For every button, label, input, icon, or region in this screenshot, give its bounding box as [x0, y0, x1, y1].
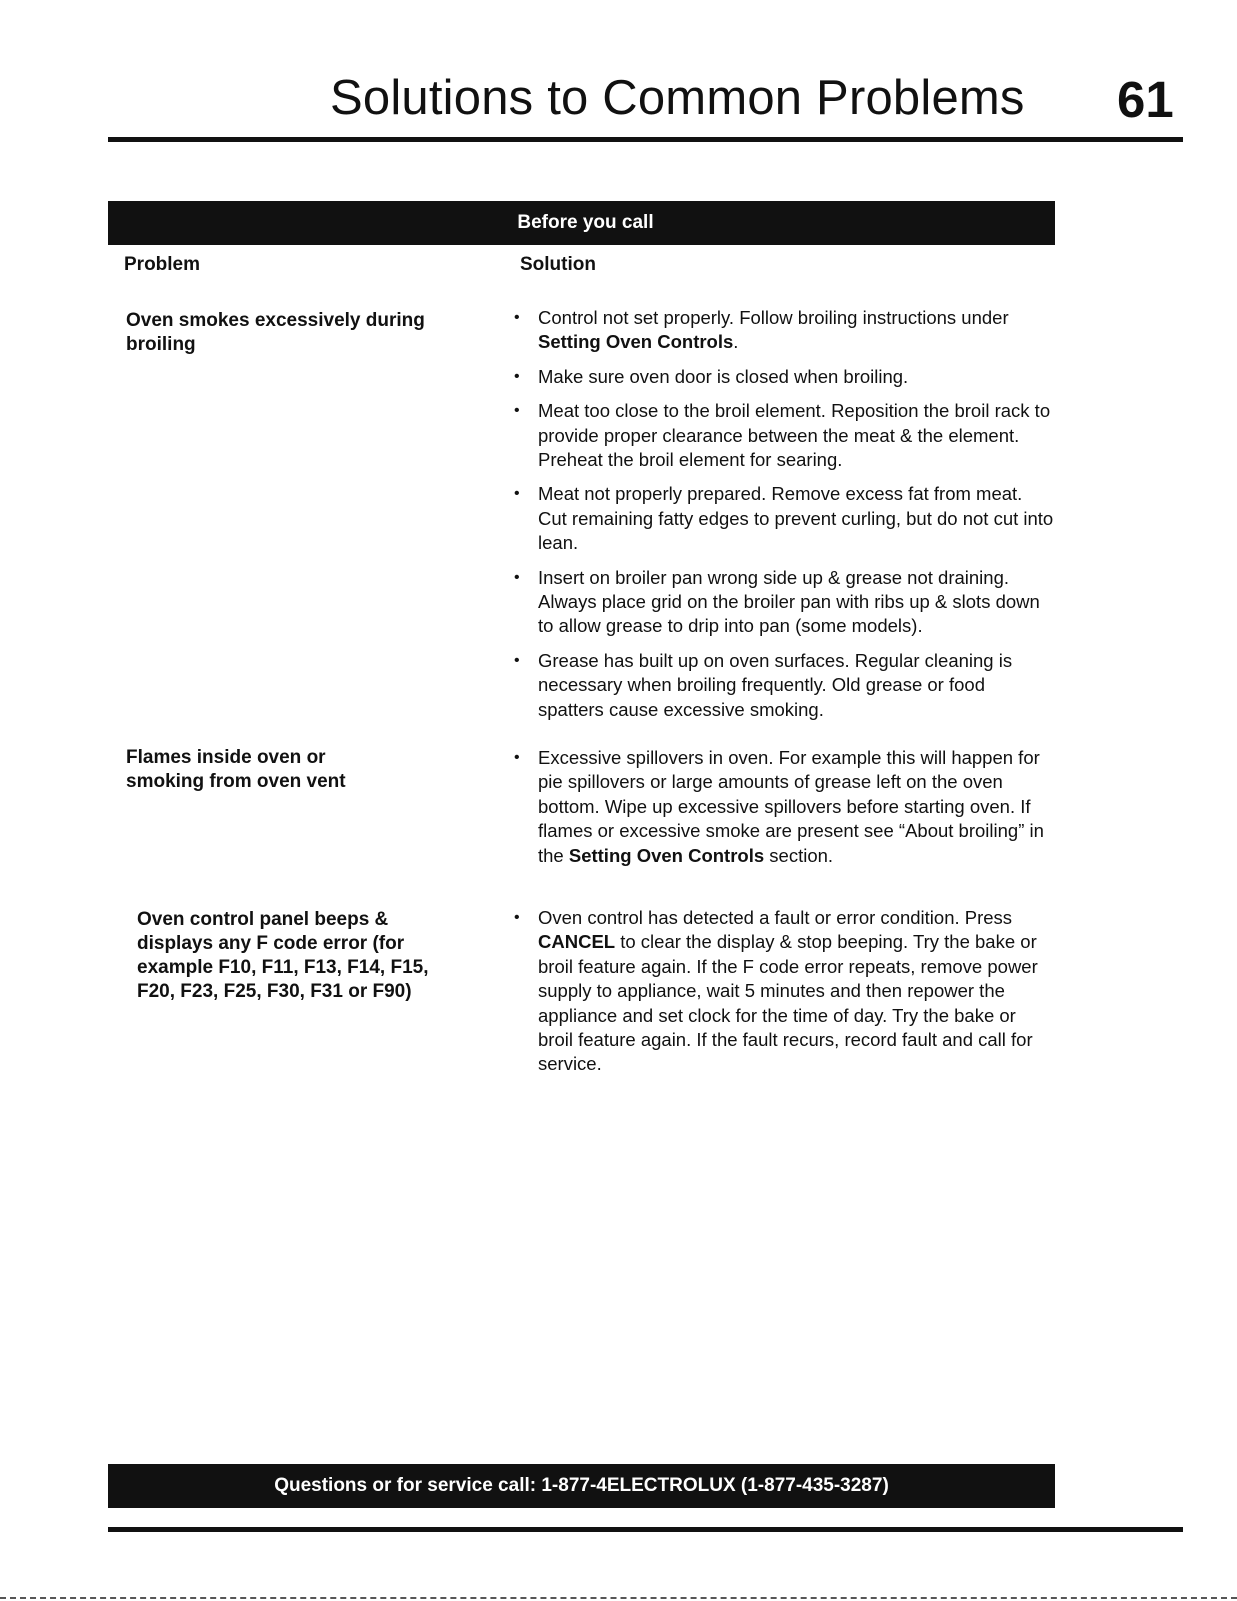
solution-text: Make sure oven door is closed when broiling.	[538, 365, 909, 387]
solution-text: Grease has built up on oven surfaces. Regular cleaning is necessary when broiling frequently. Old grease or food spatters cause excessive smoking.	[538, 649, 1013, 720]
solution-item	[514, 649, 1054, 722]
problem-smokes-broiling: Oven smokes excessively during broiling	[126, 310, 425, 355]
solution-text: Insert on broiler pan wrong side up & grease not draining. Always place grid on the broiler pan with ribs up & slots down to allow grease to drip into pan (some models).	[538, 566, 1040, 637]
solution-emphasis: Setting Oven Controls	[568, 844, 765, 866]
solution-list-flames	[514, 746, 1054, 878]
solution-text: Meat not properly prepared. Remove excess fat from meat. Cut remaining fatty edges to prevent curling, but do not cut into lean.	[538, 483, 1054, 554]
header-rule	[108, 137, 1183, 142]
solution-item	[514, 482, 1054, 555]
problem-column-header: Problem	[124, 254, 201, 275]
solution-list-fcode	[514, 906, 1054, 1087]
problem-f-code-error: Oven control panel beeps & displays any F code error (for example F10, F11, F13, F14, F15, F20, F23, F25, F30, F31 or F90)	[137, 909, 429, 1002]
service-contact-text: Questions or for service call: 1-877-4ELECTROLUX (1-877-435-3287)	[274, 1475, 889, 1496]
page-title: Solutions to Common Problems	[330, 71, 1025, 125]
solution-text: Excessive spillovers in oven. For example this will happen for pie spillovers or large amounts of grease left on the oven bottom. Wipe up excessive spillovers before starting oven. If flames or excessive smoke are present see “About broiling” in the	[538, 747, 1044, 866]
section-bar	[108, 201, 1055, 245]
solution-item	[514, 906, 1054, 1077]
solution-item	[514, 399, 1054, 472]
footer-rule	[108, 1527, 1183, 1532]
problem-flames-inside: Flames inside oven or smoking from oven vent	[126, 747, 346, 792]
solution-item	[514, 306, 1054, 355]
solution-text: Meat too close to the broil element. Reposition the broil rack to provide proper clearance between the meat & the element. Preheat the broil element for searing.	[538, 400, 1051, 471]
section-bar-label: Before you call	[517, 212, 654, 233]
solution-column-header: Solution	[520, 254, 596, 275]
service-contact-bar	[108, 1464, 1055, 1508]
solution-item	[514, 746, 1054, 868]
solution-emphasis: Setting Oven Controls	[538, 331, 734, 353]
page-edge-dashes	[0, 1597, 1237, 1599]
solution-text: Control not set properly. Follow broiling instructions under	[538, 307, 1009, 328]
solution-text: Oven control has detected a fault or error condition. Press	[538, 907, 1013, 928]
solution-text: .	[733, 331, 739, 353]
solution-emphasis: CANCEL	[538, 931, 616, 953]
solution-item	[514, 566, 1054, 639]
solution-text: section.	[764, 844, 834, 866]
solution-item	[514, 365, 1054, 389]
solution-text: to clear the display & stop beeping. Try the bake or broil feature again. If the F code error repeats, remove power supply to appliance, wait 5 minutes and then repower the appliance and set clock for the time of day. Try the bake or broil feature again. If the fault recurs, record fault and call for service.	[538, 931, 1038, 1075]
solution-list-smokes	[514, 306, 1054, 732]
page-number: 61	[1117, 71, 1174, 128]
